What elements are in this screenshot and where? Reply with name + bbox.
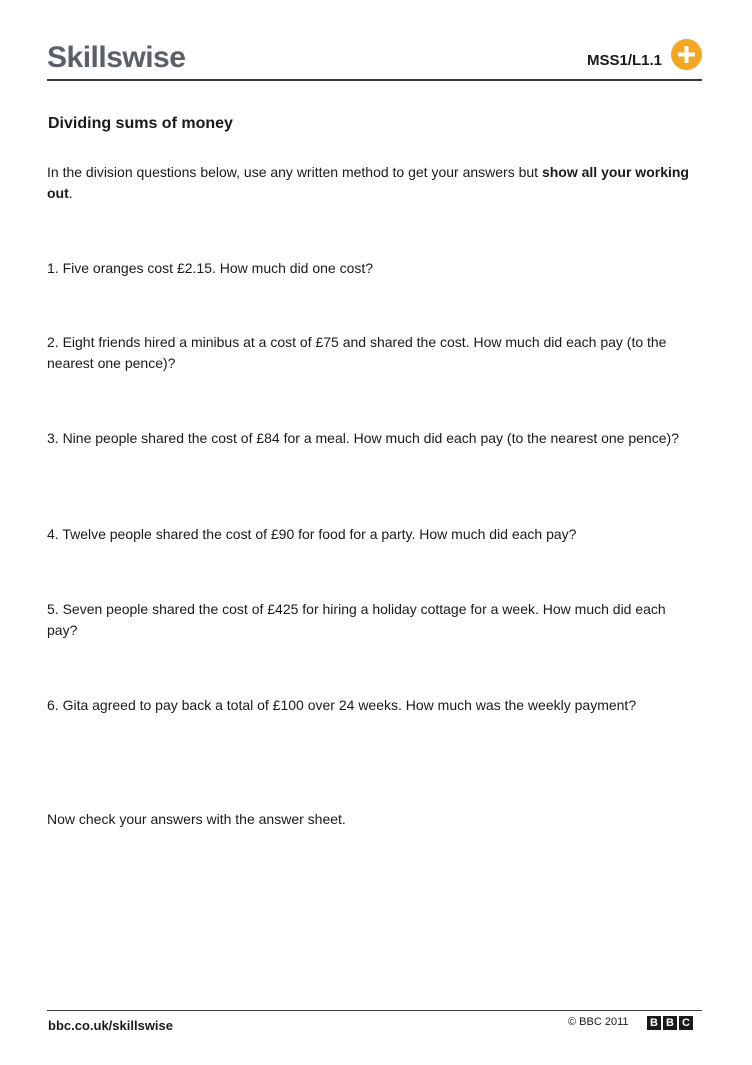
instructions-emphasis: show all your working out [47,164,689,201]
question-5: 5. Seven people shared the cost of £425 for hiring a holiday cottage for a week. How much did each pay? [47,601,666,638]
question-1: 1. Five oranges cost £2.15. How much did one cost? [47,260,374,276]
bbc-logo-letter: B [663,1016,677,1030]
page-header [47,38,702,80]
footer-url[interactable]: bbc.co.uk/skillswise [48,1018,173,1033]
copyright: © BBC 2011 [568,1016,629,1028]
header-divider [47,79,702,81]
question-3: 3. Nine people shared the cost of £84 for a meal. How much did each pay (to the nearest one pence)? [47,430,679,446]
footer-divider [47,1010,702,1011]
closing-note: Now check your answers with the answer sheet. [47,811,346,827]
bbc-logo-letter: B [647,1016,661,1030]
question-6: 6. Gita agreed to pay back a total of £100 over 24 weeks. How much was the weekly payment? [47,697,637,713]
page-title: Dividing sums of money [48,115,233,132]
skillswise-logo[interactable]: Skillswise [47,41,186,74]
instructions-end: . [68,185,73,201]
instructions-text: In the division questions below, use any written method to get your answers but [47,164,542,180]
worksheet-code: MSS1/L1.1 [586,52,662,69]
bbc-logo [647,1016,693,1030]
question-4: 4. Twelve people shared the cost of £90 for food for a party. How much did each pay? [47,526,577,542]
instructions [47,162,697,204]
bbc-logo-letter: C [679,1016,693,1030]
plus-icon [671,39,702,70]
question-2: 2. Eight friends hired a minibus at a cost of £75 and shared the cost. How much did each pay (to the nearest one pence)? [47,334,667,371]
